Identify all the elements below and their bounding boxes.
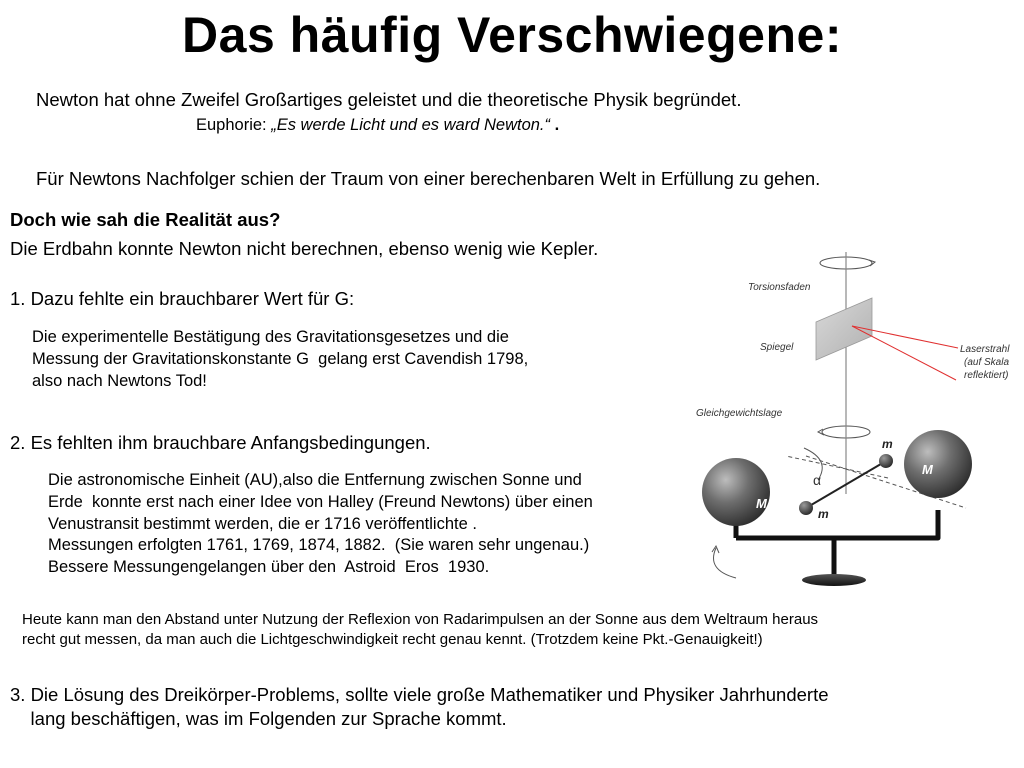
large-mass-right bbox=[904, 430, 972, 498]
page-title: Das häufig Verschwiegene: bbox=[182, 7, 842, 63]
euphoria-label: Euphorie: bbox=[196, 116, 272, 134]
euphoria-dot: . bbox=[550, 116, 560, 134]
euphoria-line bbox=[196, 116, 559, 135]
bottom-rotation-arrow-icon bbox=[712, 546, 736, 578]
reality-text: Die Erdbahn konnte Newton nicht berechnen, ebenso wenig wie Kepler. bbox=[10, 238, 599, 259]
laser-beams bbox=[852, 326, 958, 380]
point1-body: Die experimentelle Bestätigung des Gravitationsgesetzes und die Messung der Gravitationskonstante G gelang erst Cavendish 1798, also nach Newtons Tod! bbox=[32, 328, 529, 390]
point2-body: Die astronomische Einheit (AU),also die Entfernung zwischen Sonne und Erde konnte erst nach einer Idee von Halley (Freund Newtons) über einen Venustransit bestimmt werden, die er 1716 veröffentlichte . Messungen erfolgten 1761, 1769, 1874, 1882. (Sie waren sehr ungenau.) Bessere Messungengelangen über den Astroid Eros 1930. bbox=[48, 471, 593, 577]
label-laser-2: (auf Skala bbox=[964, 357, 1010, 368]
large-mass-left bbox=[702, 458, 770, 526]
label-small-m-top: m bbox=[882, 437, 893, 451]
small-mass-bottom bbox=[799, 501, 813, 515]
euphoria-quote: „Es werde Licht und es ward Newton.“ bbox=[271, 116, 551, 134]
top-rotation-arrow-icon bbox=[820, 257, 875, 269]
point1-heading: 1. Dazu fehlte ein brauchbarer Wert für G: bbox=[10, 288, 355, 309]
small-mass-top bbox=[879, 454, 893, 468]
reality-heading: Doch wie sah die Realität aus? bbox=[10, 209, 281, 230]
label-small-m-bottom: m bbox=[818, 507, 829, 521]
middle-rotation-arrow-icon bbox=[818, 426, 870, 438]
point3-body: 3. Die Lösung des Dreikörper-Problems, sollte viele große Mathematiker und Physiker Jahrhunderte lang beschäftigen, was im Folgenden zur Sprache kommt. bbox=[10, 684, 829, 730]
label-laser-3: reflektiert) bbox=[964, 370, 1009, 381]
label-big-m-right: M bbox=[922, 462, 933, 477]
label-laser-1: Laserstrahl bbox=[960, 344, 1010, 355]
point2-heading: 2. Es fehlten ihm brauchbare Anfangsbedingungen. bbox=[10, 432, 431, 453]
label-mirror: Spiegel bbox=[760, 342, 794, 353]
label-equilibrium: Gleichgewichtslage bbox=[696, 408, 783, 419]
radar-note: Heute kann man den Abstand unter Nutzung der Reflexion von Radarimpulsen an der Sonne aus dem Weltraum heraus recht gut messen, da man auch die Lichtgeschwindigkeit recht genau kennt. (Trotzdem keine Pkt.-Genauigkeit!) bbox=[22, 611, 819, 648]
equilibrium-line-back bbox=[786, 456, 888, 478]
balance-arm bbox=[736, 510, 938, 538]
alpha-label: α bbox=[813, 472, 822, 488]
intro-line: Newton hat ohne Zweifel Großartiges geleistet und die theoretische Physik begründet. bbox=[36, 89, 742, 110]
mirror bbox=[816, 298, 872, 360]
balance-base bbox=[802, 574, 866, 586]
label-big-m-left: M bbox=[756, 496, 767, 511]
label-torsion: Torsionsfaden bbox=[748, 282, 811, 293]
successors-line: Für Newtons Nachfolger schien der Traum von einer berechenbaren Welt in Erfüllung zu gehen. bbox=[36, 168, 821, 189]
cavendish-torsion-balance-diagram bbox=[676, 248, 1024, 594]
